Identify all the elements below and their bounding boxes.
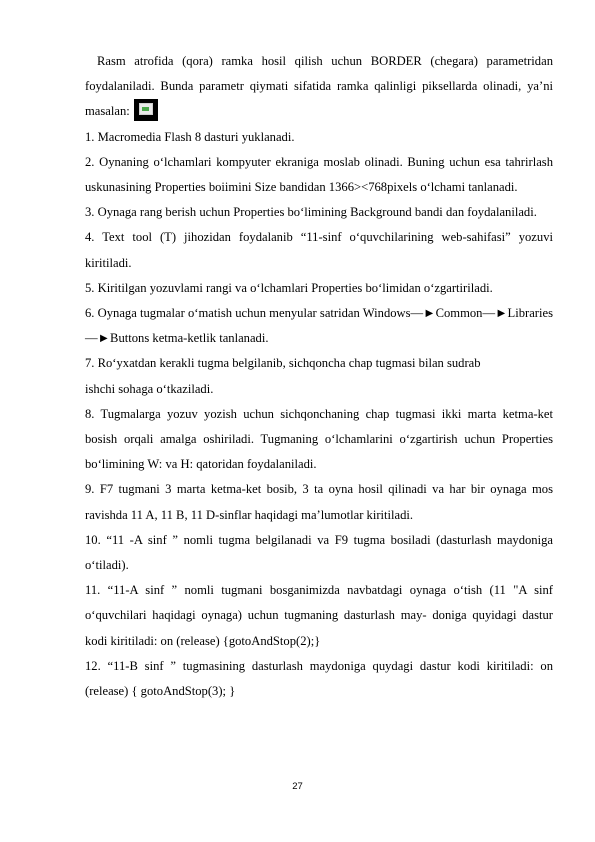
step-7-line-1: 7. Ro‘yxatdan kerakli tugma belgilanib, sichqoncha chap tugmasi bilan sudrab — [85, 356, 481, 371]
page-number: 27 — [292, 781, 303, 792]
step-1: 1. Macromedia Flash 8 dasturi yuklanadi. — [85, 129, 295, 144]
step-4: 4. Text tool (T) jihozidan foydalanib “11-sinf o‘quvchilarining web-sahifasi” yozuvi kiritiladi. — [85, 230, 553, 270]
step-5: 5. Kiritilgan yozuvlami rangi va o‘lchamlari Properties bo‘limidan o‘zgartiriladi. — [85, 280, 493, 295]
paragraph-border-intro — [85, 49, 553, 125]
step-9: 9. F7 tugmani 3 marta ketma-ket bosib, 3 ta oyna hosil qilinadi va har bir oynaga mos ravishda 11 A, 11 B, 11 D-sinflar haqidagi ma’lumotlar kiritiladi. — [85, 482, 553, 522]
paragraph-text: Rasm atrofida (qora) ramka hosil qilish uchun BORDER (chegara) parametridan foydalaniladi. Bunda parametr qiymati sifatida ramka qalinligi piksellarda olinadi, ya’ni masalan: — [85, 54, 553, 119]
step-12: 12. “11-B sinf ” tugmasining dasturlash maydoniga quydagi dastur kodi kiritiladi: on (release) { gotoAndStop(3); } — [85, 658, 553, 699]
document-body — [85, 49, 553, 704]
broken-image-icon — [134, 99, 158, 121]
step-11: 11. “11-A sinf ” nomli tugmani bosganimizda navbatdagi oynaga o‘tish (11 "A sinf o‘quvchilari haqidagi oynaga) uchun tugmaning dasturlash may- doniga quyidagi dastur kodi kiritiladi: on (release) {gotoAndStop(2);} — [85, 583, 553, 648]
step-8: 8. Tugmalarga yozuv yozish uchun sichqonchaning chap tugmasi ikki marta ketma-ket bosish orqali amalga oshiriladi. Tugmaning o‘lchamlarini o‘zgartirish uchun Properties bo‘limining W: va H: qatoridan foydalaniladi. — [85, 406, 553, 472]
step-6: 6. Oynaga tugmalar o‘matish uchun menyular satridan Windows—►Common—►Libraries—►Buttons ketma-ketlik tanlanadi. — [85, 306, 553, 346]
step-3: 3. Oynaga rang berish uchun Properties bo‘limining Background bandi dan foydalaniladi. — [85, 205, 537, 220]
step-2: 2. Oynaning o‘lchamlari kompyuter ekraniga moslab olinadi. Buning uchun esa tahrirlash uskunasining Properties boiimini Size bandidan 1366><768pixels o‘lchami tanlanadi. — [85, 154, 553, 195]
step-7-line-2: ishchi sohaga o‘tkaziladi. — [85, 381, 214, 396]
step-10: 10. “11 -A sinf ” nomli tugma belgilanadi va F9 tugma bosiladi (dasturlash maydoniga o‘tiladi). — [85, 532, 553, 573]
